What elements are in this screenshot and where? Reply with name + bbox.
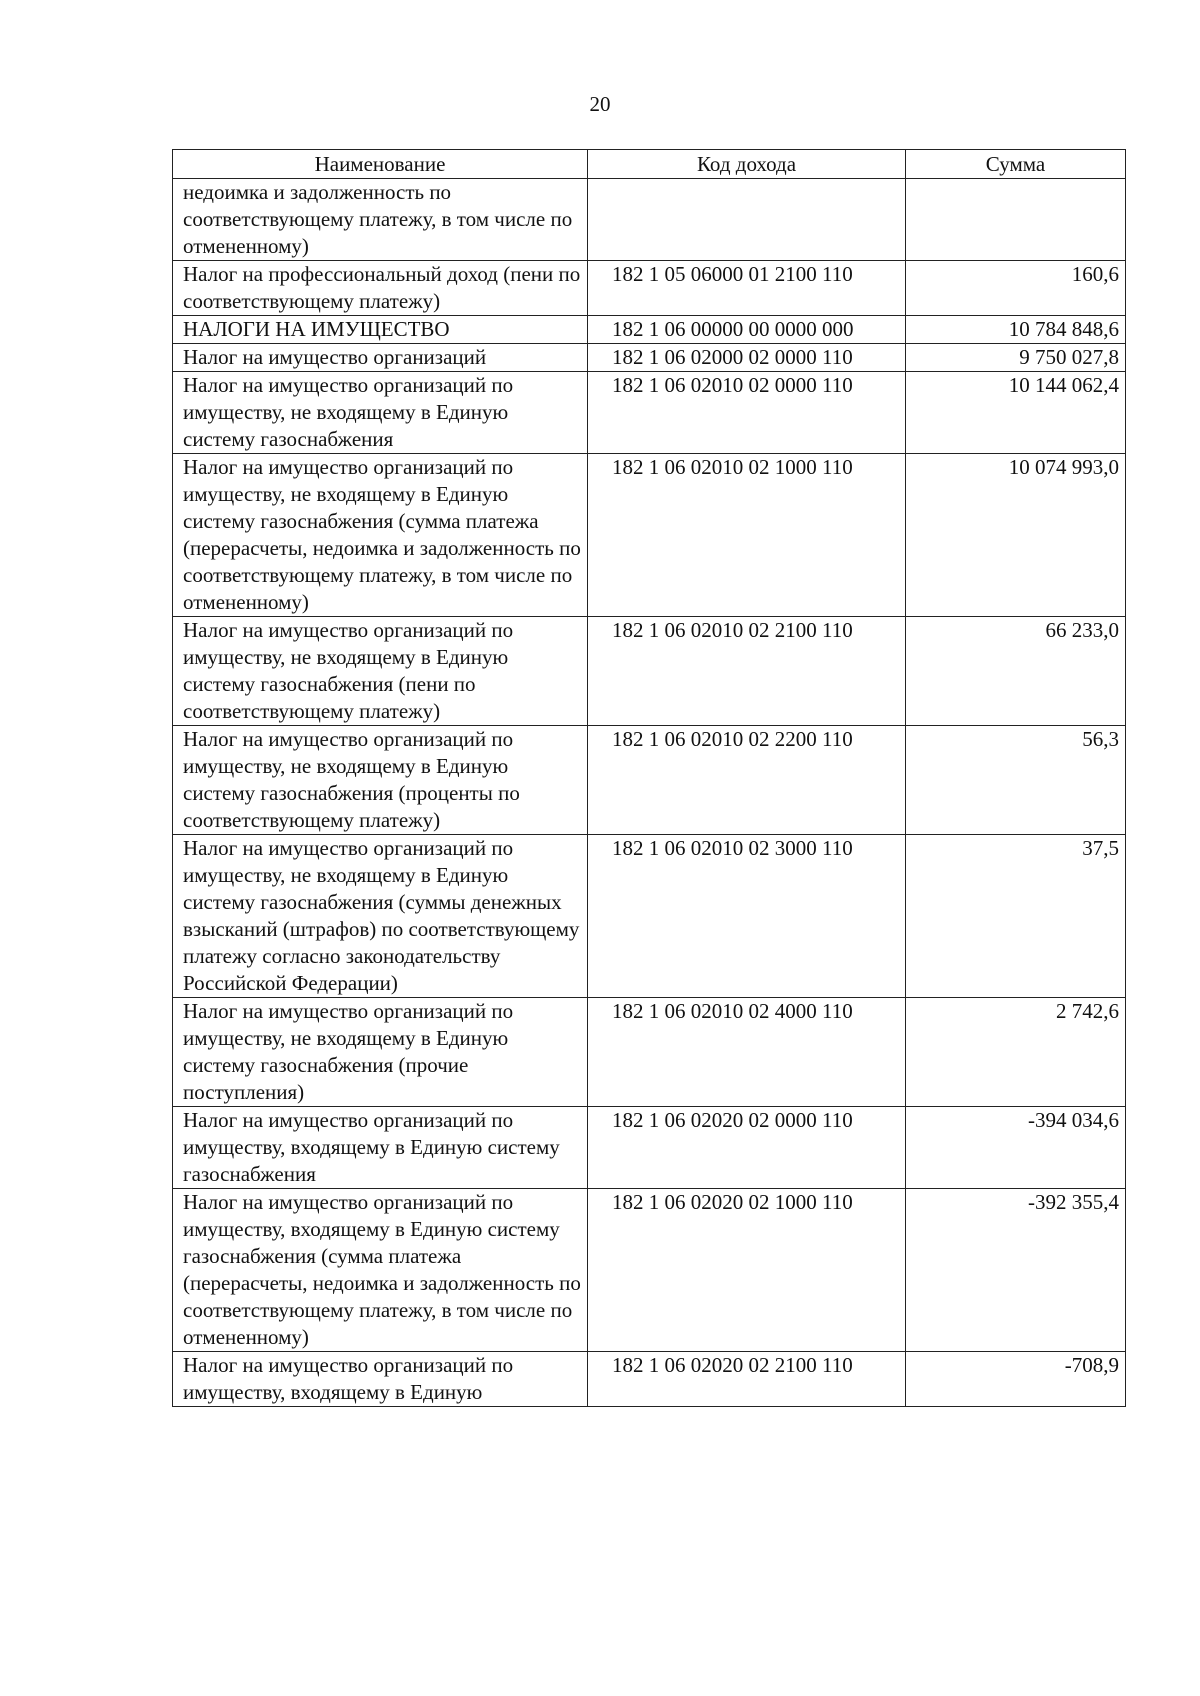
row-sum: -392 355,4 xyxy=(906,1189,1126,1352)
row-name: Налог на профессиональный доход (пени по соответствующему платежу) xyxy=(173,261,588,316)
table-row xyxy=(173,344,1126,372)
row-name: Налог на имущество организаций по имуществу, не входящему в Единую систему газоснабжения xyxy=(173,372,588,454)
row-name: недоимка и задолженность по соответствующему платежу, в том числе по отмененному) xyxy=(173,179,588,261)
row-sum: 37,5 xyxy=(906,835,1126,998)
row-sum: 66 233,0 xyxy=(906,617,1126,726)
row-name: Налог на имущество организаций по имуществу, не входящему в Единую систему газоснабжения (проценты по соответствующему платежу) xyxy=(173,726,588,835)
row-sum: 56,3 xyxy=(906,726,1126,835)
table-row xyxy=(173,835,1126,998)
table-row xyxy=(173,179,1126,261)
row-sum: 2 742,6 xyxy=(906,998,1126,1107)
row-code: 182 1 06 02010 02 1000 110 xyxy=(588,454,906,617)
row-code xyxy=(588,179,906,261)
row-name: Налог на имущество организаций по имуществу, не входящему в Единую систему газоснабжения (прочие поступления) xyxy=(173,998,588,1107)
table-row xyxy=(173,316,1126,344)
row-code: 182 1 06 02010 02 4000 110 xyxy=(588,998,906,1107)
row-sum: -394 034,6 xyxy=(906,1107,1126,1189)
row-code: 182 1 06 02010 02 2100 110 xyxy=(588,617,906,726)
row-name: НАЛОГИ НА ИМУЩЕСТВО xyxy=(173,316,588,344)
row-name: Налог на имущество организаций по имуществу, не входящему в Единую систему газоснабжения (сумма платежа (перерасчеты, недоимка и задолженность по соответствующему платежу, в том числе по отмененному) xyxy=(173,454,588,617)
row-name: Налог на имущество организаций по имуществу, входящему в Единую систему газоснабжения xyxy=(173,1107,588,1189)
row-code: 182 1 06 02020 02 1000 110 xyxy=(588,1189,906,1352)
row-name: Налог на имущество организаций по имуществу, не входящему в Единую систему газоснабжения (пени по соответствующему платежу) xyxy=(173,617,588,726)
header-code: Код дохода xyxy=(588,150,906,179)
row-sum: -708,9 xyxy=(906,1352,1126,1407)
row-sum: 10 784 848,6 xyxy=(906,316,1126,344)
row-code: 182 1 06 00000 00 0000 000 xyxy=(588,316,906,344)
header-name: Наименование xyxy=(173,150,588,179)
row-code: 182 1 05 06000 01 2100 110 xyxy=(588,261,906,316)
row-code: 182 1 06 02010 02 3000 110 xyxy=(588,835,906,998)
row-name: Налог на имущество организаций xyxy=(173,344,588,372)
row-name: Налог на имущество организаций по имуществу, не входящему в Единую систему газоснабжения (суммы денежных взысканий (штрафов) по соответствующему платежу согласно законодательству Российской Федерации) xyxy=(173,835,588,998)
row-sum: 10 074 993,0 xyxy=(906,454,1126,617)
row-name: Налог на имущество организаций по имуществу, входящему в Единую систему газоснабжения (сумма платежа (перерасчеты, недоимка и задолженность по соответствующему платежу, в том числе по отмененному) xyxy=(173,1189,588,1352)
row-sum: 160,6 xyxy=(906,261,1126,316)
row-name: Налог на имущество организаций по имуществу, входящему в Единую xyxy=(173,1352,588,1407)
revenue-table xyxy=(172,149,1126,1407)
table-row xyxy=(173,1352,1126,1407)
table-row xyxy=(173,454,1126,617)
table-row xyxy=(173,726,1126,835)
page-number: 20 xyxy=(589,92,611,116)
table-row xyxy=(173,617,1126,726)
row-sum: 10 144 062,4 xyxy=(906,372,1126,454)
table-row xyxy=(173,261,1126,316)
row-sum: 9 750 027,8 xyxy=(906,344,1126,372)
table-header-row xyxy=(173,150,1126,179)
row-code: 182 1 06 02000 02 0000 110 xyxy=(588,344,906,372)
table-row xyxy=(173,1189,1126,1352)
table-row xyxy=(173,998,1126,1107)
row-sum xyxy=(906,179,1126,261)
table-row xyxy=(173,1107,1126,1189)
row-code: 182 1 06 02020 02 0000 110 xyxy=(588,1107,906,1189)
row-code: 182 1 06 02020 02 2100 110 xyxy=(588,1352,906,1407)
header-sum: Сумма xyxy=(906,150,1126,179)
row-code: 182 1 06 02010 02 0000 110 xyxy=(588,372,906,454)
table-row xyxy=(173,372,1126,454)
row-code: 182 1 06 02010 02 2200 110 xyxy=(588,726,906,835)
